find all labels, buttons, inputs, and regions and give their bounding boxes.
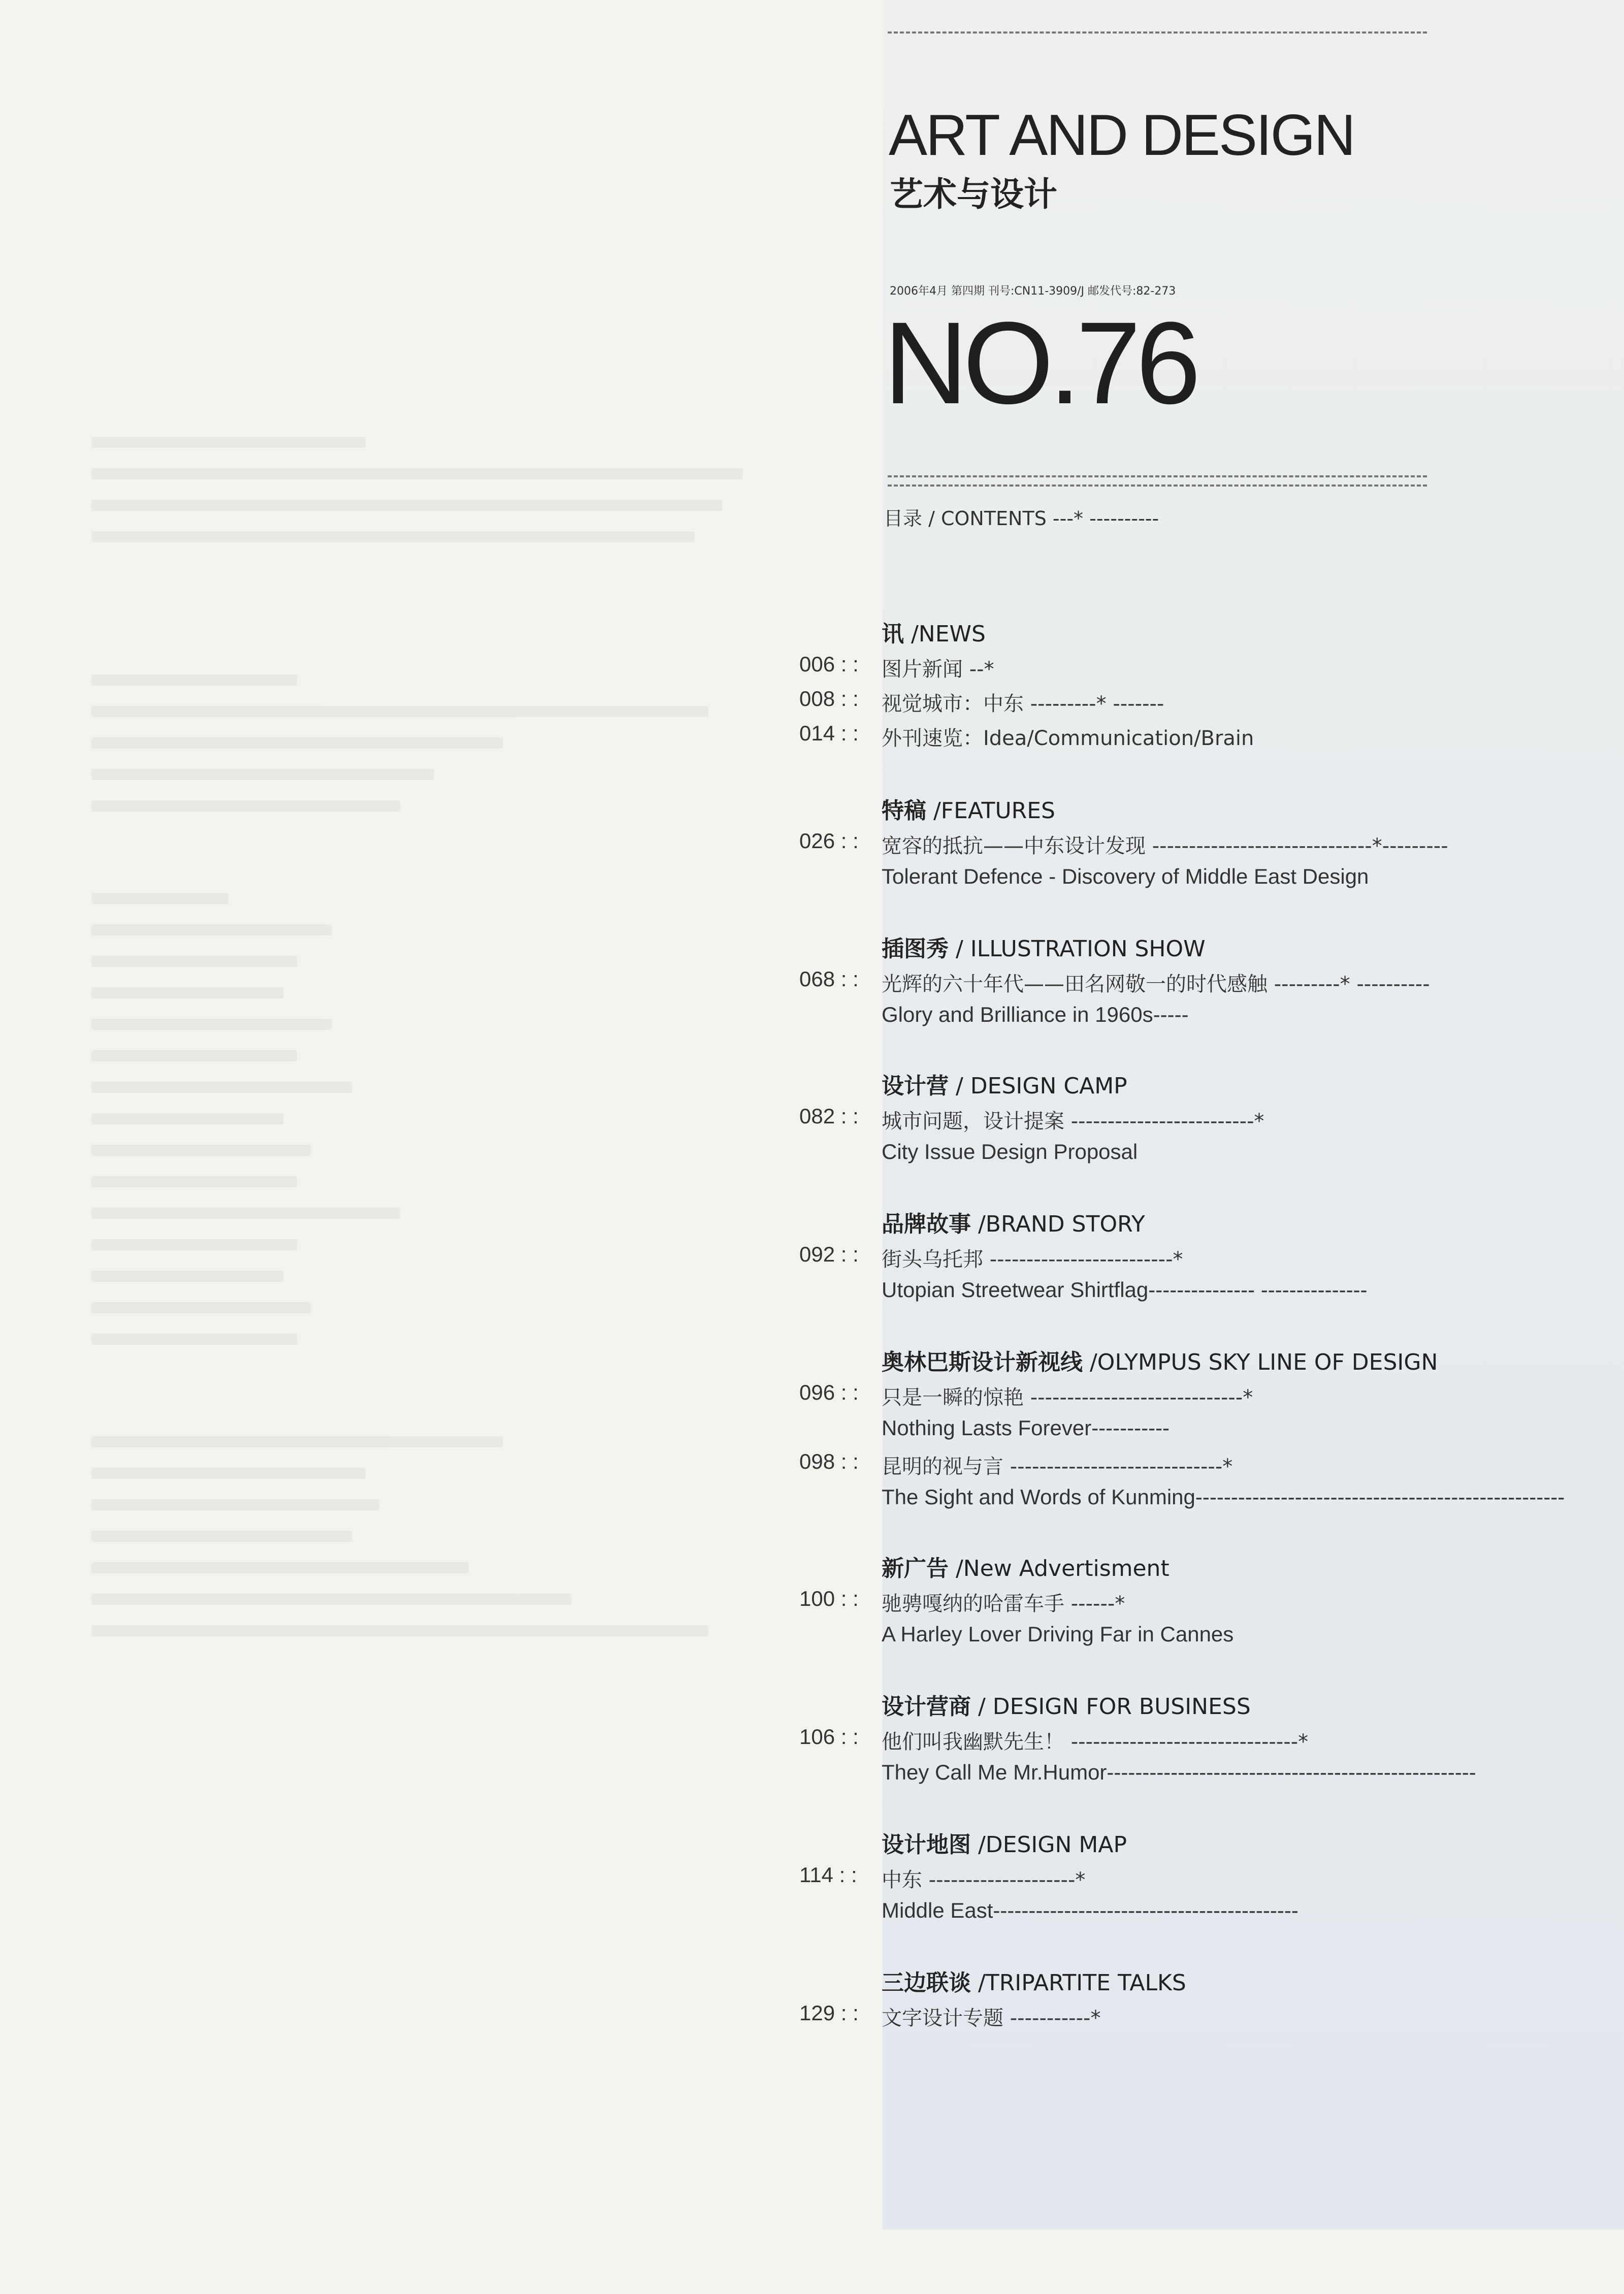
toc-section xyxy=(799,1964,1186,2031)
section-heading xyxy=(882,792,1369,825)
section-heading xyxy=(882,616,986,648)
toc-entry[interactable] xyxy=(799,963,1430,997)
toc-entry[interactable] xyxy=(799,683,1164,717)
toc-section xyxy=(799,1688,1476,1790)
entry-title-en: Middle East------------------------------------------- xyxy=(882,1898,1298,1922)
page-number: 006 : : xyxy=(799,652,859,676)
page-number: 114 : : xyxy=(799,1863,857,1887)
entry-title-cn: 只是一瞬的惊艳 -----------------------------* xyxy=(882,1386,1253,1409)
toc-entry[interactable] xyxy=(799,1445,1565,1480)
entry-title-cn: 他们叫我幽默先生！ -------------------------------* xyxy=(882,1730,1309,1754)
entry-title-en: A Harley Lover Driving Far in Cannes xyxy=(882,1622,1234,1646)
page-number: 008 : : xyxy=(799,687,859,710)
section-heading-en: / DESIGN FOR BUSINESS xyxy=(971,1694,1251,1720)
magazine-title-cn: 艺术与设计 xyxy=(890,175,1057,214)
toc-entry[interactable] xyxy=(799,1859,1298,1893)
double-dashed-rule-lower xyxy=(888,484,1427,487)
section-heading-en: /DESIGN MAP xyxy=(971,1832,1127,1858)
publication-meta: 2006年4月 第四期 刊号:CN11-3909/J 邮发代号:82-273 xyxy=(890,285,1176,298)
toc-section xyxy=(799,616,1254,752)
entry-title-en: They Call Me Mr.Humor---------------------------------------------------- xyxy=(882,1760,1476,1784)
section-heading-cn: 讯 xyxy=(882,621,904,647)
section-heading-en: /New Advertisment xyxy=(949,1556,1170,1581)
entry-title-cn: 外刊速览：Idea/Communication/Brain xyxy=(882,727,1254,750)
toc-entry[interactable] xyxy=(799,1997,1186,2031)
section-heading-en: / DESIGN CAMP xyxy=(949,1073,1127,1099)
section-heading-cn: 设计营 xyxy=(882,1073,949,1099)
entry-title-en: City Issue Design Proposal xyxy=(882,1140,1138,1164)
page-number: 082 : : xyxy=(799,1104,859,1128)
entry-title-en: Glory and Brilliance in 1960s----- xyxy=(882,1003,1189,1026)
section-heading-en: / ILLUSTRATION SHOW xyxy=(949,936,1206,962)
section-heading-en: /NEWS xyxy=(904,621,986,647)
entry-title-en: Utopian Streetwear Shirtflag--------------- --------------- xyxy=(882,1278,1368,1302)
toc-entry[interactable] xyxy=(799,1100,1264,1135)
toc-section xyxy=(799,1550,1234,1652)
page-number: 068 : : xyxy=(799,967,859,991)
entry-title-cn: 宽容的抵抗——中东设计发现 ------------------------------*--------- xyxy=(882,834,1448,858)
section-heading-en: /TRIPARTITE TALKS xyxy=(971,1970,1186,1996)
toc-section xyxy=(799,930,1430,1032)
entry-title-cn: 视觉城市：中东 ---------* ------- xyxy=(882,692,1164,716)
entry-title-cn: 文字设计专题 -----------* xyxy=(882,2007,1101,2030)
section-heading-cn: 新广告 xyxy=(882,1556,949,1581)
issue-number: NO.76 xyxy=(884,298,1196,428)
page-number: 092 : : xyxy=(799,1242,859,1266)
entry-title-cn: 光辉的六十年代——田名网敬一的时代感触 ---------* ---------- xyxy=(882,973,1430,996)
page-number: 096 : : xyxy=(799,1380,859,1404)
section-heading xyxy=(882,1550,1233,1582)
section-heading-cn: 三边联谈 xyxy=(882,1970,971,1996)
double-dashed-rule xyxy=(888,475,1427,477)
entry-title-cn: 驰骋嘎纳的哈雷车手 ------* xyxy=(882,1592,1125,1616)
page-number: 098 : : xyxy=(799,1449,859,1473)
toc-entry[interactable] xyxy=(799,1721,1476,1755)
section-heading xyxy=(882,1344,1565,1376)
contents-heading: 目录 / CONTENTS ---* ---------- xyxy=(884,507,1159,530)
page-number: 100 : : xyxy=(799,1587,859,1610)
section-heading xyxy=(882,1206,1368,1238)
toc-entry[interactable] xyxy=(799,1238,1368,1273)
toc-section xyxy=(799,1206,1368,1307)
section-heading xyxy=(882,1826,1298,1859)
section-heading xyxy=(882,1688,1476,1721)
show-through-text xyxy=(91,437,777,1657)
page-number: 106 : : xyxy=(799,1725,859,1749)
section-heading-cn: 插图秀 xyxy=(882,936,949,962)
entry-title-en: Nothing Lasts Forever----------- xyxy=(882,1416,1170,1440)
entry-title-cn: 中东 --------------------* xyxy=(882,1868,1086,1892)
entry-title-en: The Sight and Words of Kunming---------------------------------------------------- xyxy=(882,1485,1565,1509)
toc-entry[interactable] xyxy=(799,717,1254,752)
page-number: 026 : : xyxy=(799,829,859,853)
page-number: 129 : : xyxy=(799,2001,859,2025)
top-dashed-rule xyxy=(888,31,1427,34)
section-heading-cn: 设计地图 xyxy=(882,1832,971,1858)
toc-entry[interactable] xyxy=(799,648,994,683)
section-heading-en: /FEATURES xyxy=(926,798,1055,824)
section-heading-cn: 奥林巴斯设计新视线 xyxy=(882,1349,1083,1375)
section-heading-en: /BRAND STORY xyxy=(971,1211,1145,1237)
entry-title-cn: 昆明的视与言 -----------------------------* xyxy=(882,1455,1233,1478)
section-heading-cn: 品牌故事 xyxy=(882,1211,971,1237)
entry-title-cn: 图片新闻 --* xyxy=(882,658,994,681)
toc-section xyxy=(799,792,1448,894)
entry-title-cn: 街头乌托邦 -------------------------* xyxy=(882,1248,1183,1271)
section-heading-en: /OLYMPUS SKY LINE OF DESIGN xyxy=(1083,1349,1438,1375)
toc-entry[interactable] xyxy=(799,1376,1565,1411)
entry-title-en: Tolerant Defence - Discovery of Middle East Design xyxy=(882,864,1369,888)
section-heading-cn: 设计营商 xyxy=(882,1694,971,1720)
section-heading xyxy=(882,1964,1186,1997)
section-heading-cn: 特稿 xyxy=(882,798,926,824)
entry-title-cn: 城市问题，设计提案 -------------------------* xyxy=(882,1110,1264,1133)
section-heading xyxy=(882,1068,1138,1100)
page-number: 014 : : xyxy=(799,721,859,745)
magazine-title-en: ART AND DESIGN xyxy=(889,103,1354,168)
toc-entry[interactable] xyxy=(799,1582,1233,1617)
toc-section xyxy=(799,1826,1298,1928)
section-heading xyxy=(882,930,1206,963)
toc-section xyxy=(799,1068,1264,1169)
toc-section xyxy=(799,1344,1565,1514)
toc-entry[interactable] xyxy=(799,825,1448,859)
